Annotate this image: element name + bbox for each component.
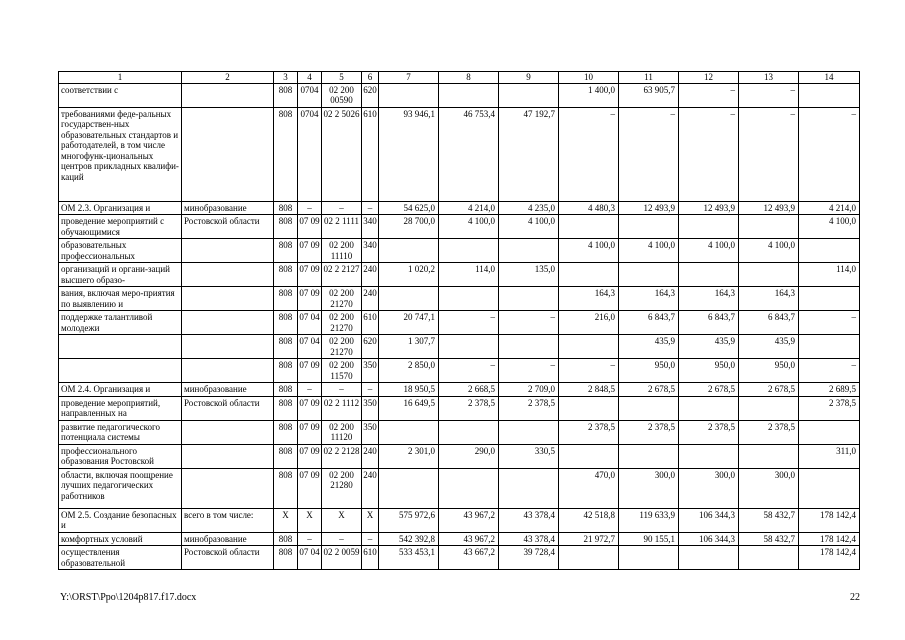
budget-code-cell: – [322, 201, 362, 215]
amount-cell [439, 468, 499, 508]
table-row [59, 468, 860, 508]
amount-cell: 20 747,1 [379, 311, 439, 335]
amount-cell: 164,3 [559, 287, 619, 311]
amount-cell: 290,0 [439, 444, 499, 468]
amount-cell [679, 444, 739, 468]
amount-cell [679, 396, 739, 420]
budget-code-cell: – [362, 532, 379, 546]
budget-code-cell: 07 04 [298, 335, 322, 359]
amount-cell: 12 493,9 [739, 201, 799, 215]
amount-cell: 2 848,5 [559, 383, 619, 397]
amount-cell: 178 142,4 [799, 546, 860, 570]
amount-cell [379, 239, 439, 263]
row-description-cell: ОМ 2.3. Организация и [59, 201, 182, 215]
amount-cell: 542 392,8 [379, 532, 439, 546]
budget-code-cell: 240 [362, 263, 379, 287]
footer-file-path: Y:\ORST\Ppo\1204p817.f17.docx [60, 592, 197, 603]
row-description-cell: развитие педагогического потенциала системы [59, 420, 182, 444]
amount-cell [739, 546, 799, 570]
footer-page-number: 22 [850, 592, 860, 603]
row-description-cell: области, включая поощрение лучших педагогических работников [59, 468, 182, 508]
amount-cell [439, 83, 499, 107]
amount-cell: 4 100,0 [739, 239, 799, 263]
amount-cell: 46 753,4 [439, 107, 499, 201]
budget-code-cell: X [322, 508, 362, 532]
amount-cell: 2 678,5 [739, 383, 799, 397]
budget-code-cell: 02 2 5026 [322, 107, 362, 201]
column-number-header: 10 [559, 72, 619, 84]
column-number-header: 5 [322, 72, 362, 84]
amount-cell: 16 649,5 [379, 396, 439, 420]
amount-cell: 4 214,0 [439, 201, 499, 215]
budget-code-cell: – [362, 201, 379, 215]
amount-cell: 90 155,1 [619, 532, 679, 546]
row-description-cell [59, 335, 182, 359]
amount-cell [559, 215, 619, 239]
amount-cell: 4 480,3 [559, 201, 619, 215]
budget-code-cell: 07 09 [298, 468, 322, 508]
amount-cell [619, 546, 679, 570]
table-row [59, 444, 860, 468]
table-header-row [59, 72, 860, 84]
amount-cell: 114,0 [799, 263, 860, 287]
amount-cell [739, 396, 799, 420]
responsible-executor-cell [182, 420, 274, 444]
amount-cell: 43 378,4 [499, 532, 559, 546]
row-description-cell: ОМ 2.4. Организация и [59, 383, 182, 397]
amount-cell [439, 287, 499, 311]
table-row [59, 508, 860, 532]
responsible-executor-cell: минобразование [182, 383, 274, 397]
row-description-cell: комфортных условий [59, 532, 182, 546]
budget-code-cell: 02 2 0059 [322, 546, 362, 570]
amount-cell [559, 263, 619, 287]
table-row [59, 107, 860, 201]
amount-cell: – [439, 311, 499, 335]
responsible-executor-cell: минобразование [182, 201, 274, 215]
amount-cell: 2 850,0 [379, 359, 439, 383]
amount-cell [499, 420, 559, 444]
amount-cell: 2 678,5 [619, 383, 679, 397]
column-number-header: 12 [679, 72, 739, 84]
budget-code-cell: 02 200 00590 [322, 83, 362, 107]
column-number-header: 7 [379, 72, 439, 84]
amount-cell [499, 287, 559, 311]
amount-cell: – [799, 311, 860, 335]
amount-cell: 6 843,7 [619, 311, 679, 335]
responsible-executor-cell [182, 287, 274, 311]
budget-code-cell: 350 [362, 396, 379, 420]
amount-cell [679, 546, 739, 570]
budget-code-cell: X [274, 508, 298, 532]
row-description-cell: профессионального образования Ростовской [59, 444, 182, 468]
responsible-executor-cell [182, 239, 274, 263]
row-description-cell: соответствии с [59, 83, 182, 107]
responsible-executor-cell [182, 359, 274, 383]
amount-cell: 300,0 [619, 468, 679, 508]
amount-cell: 54 625,0 [379, 201, 439, 215]
column-number-header: 1 [59, 72, 182, 84]
amount-cell: 950,0 [619, 359, 679, 383]
amount-cell: 2 378,5 [499, 396, 559, 420]
amount-cell: – [499, 359, 559, 383]
budget-code-cell: 02 200 11120 [322, 420, 362, 444]
budget-code-cell: 240 [362, 287, 379, 311]
budget-code-cell: 350 [362, 359, 379, 383]
amount-cell: – [679, 83, 739, 107]
amount-cell [679, 263, 739, 287]
amount-cell [799, 239, 860, 263]
responsible-executor-cell: Ростовской области [182, 215, 274, 239]
amount-cell: 1 020,2 [379, 263, 439, 287]
amount-cell: 12 493,9 [679, 201, 739, 215]
budget-code-cell: 808 [274, 263, 298, 287]
budget-code-cell: 808 [274, 83, 298, 107]
amount-cell [499, 468, 559, 508]
budget-code-cell: 02 200 21270 [322, 335, 362, 359]
row-description-cell: поддержке талантливой молодежи [59, 311, 182, 335]
amount-cell [439, 239, 499, 263]
budget-code-cell: 808 [274, 335, 298, 359]
budget-code-cell: – [298, 532, 322, 546]
amount-cell: 2 378,5 [679, 420, 739, 444]
budget-table [58, 71, 860, 570]
amount-cell: 28 700,0 [379, 215, 439, 239]
budget-code-cell: 0704 [298, 83, 322, 107]
responsible-executor-cell: всего в том числе: [182, 508, 274, 532]
row-description-cell: требованиями феде-ральных государствен-ных образовательных стандартов и работодателей, в том числе многофунк-циональных центров прикладных квалифи-каций [59, 107, 182, 201]
table-row [59, 215, 860, 239]
budget-code-cell: 808 [274, 107, 298, 201]
budget-code-cell: – [298, 201, 322, 215]
budget-code-cell: 620 [362, 335, 379, 359]
row-description-cell: проведение мероприятий, направленных на [59, 396, 182, 420]
budget-code-cell: 808 [274, 468, 298, 508]
row-description-cell: вания, включая меро-приятия по выявлению и [59, 287, 182, 311]
table-row [59, 359, 860, 383]
amount-cell: – [559, 359, 619, 383]
amount-cell: – [739, 107, 799, 201]
table-row [59, 263, 860, 287]
amount-cell [379, 468, 439, 508]
amount-cell: 18 950,5 [379, 383, 439, 397]
amount-cell [559, 444, 619, 468]
budget-code-cell: 02 200 11570 [322, 359, 362, 383]
amount-cell: 6 843,7 [739, 311, 799, 335]
budget-code-cell: 610 [362, 311, 379, 335]
amount-cell: 58 432,7 [739, 508, 799, 532]
amount-cell: – [679, 107, 739, 201]
amount-cell: 119 633,9 [619, 508, 679, 532]
amount-cell [799, 468, 860, 508]
responsible-executor-cell [182, 444, 274, 468]
responsible-executor-cell [182, 335, 274, 359]
amount-cell [619, 215, 679, 239]
amount-cell: 43 667,2 [439, 546, 499, 570]
amount-cell: 2 678,5 [679, 383, 739, 397]
budget-code-cell: 07 09 [298, 396, 322, 420]
amount-cell: 63 905,7 [619, 83, 679, 107]
budget-code-cell: 07 04 [298, 546, 322, 570]
responsible-executor-cell: Ростовской области [182, 546, 274, 570]
budget-code-cell: 620 [362, 83, 379, 107]
table-row [59, 83, 860, 107]
amount-cell: 135,0 [499, 263, 559, 287]
budget-code-cell: 07 09 [298, 420, 322, 444]
row-description-cell: осуществления образовательной [59, 546, 182, 570]
budget-code-cell: 02 200 21280 [322, 468, 362, 508]
amount-cell [559, 396, 619, 420]
amount-cell: 2 378,5 [799, 396, 860, 420]
amount-cell [559, 546, 619, 570]
row-description-cell: образовательных профессиональных [59, 239, 182, 263]
amount-cell: 4 100,0 [439, 215, 499, 239]
amount-cell: 21 972,7 [559, 532, 619, 546]
amount-cell [739, 444, 799, 468]
amount-cell [439, 420, 499, 444]
amount-cell [799, 287, 860, 311]
amount-cell: 178 142,4 [799, 532, 860, 546]
amount-cell: 435,9 [679, 335, 739, 359]
amount-cell: 300,0 [679, 468, 739, 508]
amount-cell: 216,0 [559, 311, 619, 335]
budget-code-cell: 240 [362, 444, 379, 468]
budget-code-cell: 02 2 2128 [322, 444, 362, 468]
budget-code-cell: 02 2 2127 [322, 263, 362, 287]
amount-cell: 106 344,3 [679, 532, 739, 546]
column-number-header: 2 [182, 72, 274, 84]
amount-cell: 6 843,7 [679, 311, 739, 335]
amount-cell: 311,0 [799, 444, 860, 468]
amount-cell: 2 378,5 [439, 396, 499, 420]
budget-code-cell: 07 09 [298, 263, 322, 287]
row-description-cell [59, 359, 182, 383]
amount-cell: 164,3 [739, 287, 799, 311]
table-row [59, 287, 860, 311]
amount-cell [619, 444, 679, 468]
amount-cell: 4 235,0 [499, 201, 559, 215]
amount-cell [799, 335, 860, 359]
amount-cell: 164,3 [619, 287, 679, 311]
budget-code-cell: 02 200 11110 [322, 239, 362, 263]
budget-code-cell: 808 [274, 287, 298, 311]
amount-cell [799, 420, 860, 444]
amount-cell: – [799, 359, 860, 383]
amount-cell [379, 287, 439, 311]
column-number-header: 11 [619, 72, 679, 84]
amount-cell: 950,0 [739, 359, 799, 383]
amount-cell: 93 946,1 [379, 107, 439, 201]
amount-cell: 43 967,2 [439, 508, 499, 532]
budget-code-cell: – [298, 383, 322, 397]
row-description-cell: ОМ 2.5. Создание безопасных и [59, 508, 182, 532]
amount-cell: – [739, 83, 799, 107]
amount-cell: 4 214,0 [799, 201, 860, 215]
amount-cell: 39 728,4 [499, 546, 559, 570]
amount-cell: 114,0 [439, 263, 499, 287]
amount-cell [799, 83, 860, 107]
amount-cell: 4 100,0 [619, 239, 679, 263]
budget-code-cell: X [362, 508, 379, 532]
table-row [59, 420, 860, 444]
amount-cell: 2 378,5 [559, 420, 619, 444]
amount-cell: 435,9 [739, 335, 799, 359]
responsible-executor-cell [182, 311, 274, 335]
amount-cell: – [619, 107, 679, 201]
budget-code-cell: 808 [274, 215, 298, 239]
responsible-executor-cell [182, 107, 274, 201]
budget-code-cell: X [298, 508, 322, 532]
budget-code-cell: 808 [274, 239, 298, 263]
amount-cell: 106 344,3 [679, 508, 739, 532]
amount-cell: 330,5 [499, 444, 559, 468]
budget-code-cell: 610 [362, 546, 379, 570]
budget-code-cell: 07 09 [298, 444, 322, 468]
amount-cell [379, 420, 439, 444]
amount-cell [739, 263, 799, 287]
budget-code-cell: 808 [274, 201, 298, 215]
amount-cell: 4 100,0 [559, 239, 619, 263]
budget-code-cell: 240 [362, 468, 379, 508]
amount-cell [499, 239, 559, 263]
amount-cell: 4 100,0 [799, 215, 860, 239]
table-row [59, 532, 860, 546]
responsible-executor-cell [182, 263, 274, 287]
amount-cell [619, 263, 679, 287]
amount-cell: 470,0 [559, 468, 619, 508]
amount-cell: – [439, 359, 499, 383]
budget-code-cell: 340 [362, 215, 379, 239]
budget-code-cell: 808 [274, 444, 298, 468]
budget-code-cell: 610 [362, 107, 379, 201]
budget-code-cell: 02 2 1111 [322, 215, 362, 239]
budget-code-cell: 02 200 21270 [322, 311, 362, 335]
budget-code-cell: – [322, 532, 362, 546]
responsible-executor-cell: минобразование [182, 532, 274, 546]
amount-cell: 2 378,5 [619, 420, 679, 444]
budget-code-cell: 07 09 [298, 287, 322, 311]
amount-cell [739, 215, 799, 239]
budget-code-cell: – [322, 383, 362, 397]
budget-code-cell: 808 [274, 383, 298, 397]
amount-cell: 43 967,2 [439, 532, 499, 546]
amount-cell: 2 301,0 [379, 444, 439, 468]
budget-code-cell: 07 09 [298, 215, 322, 239]
amount-cell: 300,0 [739, 468, 799, 508]
amount-cell: 164,3 [679, 287, 739, 311]
amount-cell [439, 335, 499, 359]
amount-cell: – [499, 311, 559, 335]
amount-cell: 4 100,0 [499, 215, 559, 239]
budget-code-cell: 07 09 [298, 239, 322, 263]
table-row [59, 201, 860, 215]
table-row [59, 335, 860, 359]
column-number-header: 6 [362, 72, 379, 84]
budget-code-cell: 808 [274, 532, 298, 546]
budget-code-cell: 808 [274, 396, 298, 420]
amount-cell: 42 518,8 [559, 508, 619, 532]
amount-cell [379, 83, 439, 107]
budget-code-cell: 808 [274, 311, 298, 335]
amount-cell [499, 83, 559, 107]
column-number-header: 14 [799, 72, 860, 84]
budget-code-cell: 808 [274, 420, 298, 444]
responsible-executor-cell [182, 468, 274, 508]
table-row [59, 396, 860, 420]
budget-code-cell: 808 [274, 546, 298, 570]
budget-code-cell: 07 04 [298, 311, 322, 335]
amount-cell [619, 396, 679, 420]
amount-cell: 2 709,0 [499, 383, 559, 397]
table-row [59, 311, 860, 335]
column-number-header: 9 [499, 72, 559, 84]
budget-code-cell: 340 [362, 239, 379, 263]
column-number-header: 4 [298, 72, 322, 84]
amount-cell: 4 100,0 [679, 239, 739, 263]
responsible-executor-cell: Ростовской области [182, 396, 274, 420]
amount-cell: 533 453,1 [379, 546, 439, 570]
budget-code-cell: 350 [362, 420, 379, 444]
amount-cell [679, 215, 739, 239]
amount-cell: 58 432,7 [739, 532, 799, 546]
amount-cell: 178 142,4 [799, 508, 860, 532]
column-number-header: 13 [739, 72, 799, 84]
amount-cell [559, 335, 619, 359]
responsible-executor-cell [182, 83, 274, 107]
amount-cell [499, 335, 559, 359]
amount-cell: 575 972,6 [379, 508, 439, 532]
amount-cell: 43 378,4 [499, 508, 559, 532]
amount-cell: 1 307,7 [379, 335, 439, 359]
budget-code-cell: 02 200 21270 [322, 287, 362, 311]
table-row [59, 239, 860, 263]
row-description-cell: организаций и органи-заций высшего образо- [59, 263, 182, 287]
budget-code-cell: 02 2 1112 [322, 396, 362, 420]
amount-cell: 12 493,9 [619, 201, 679, 215]
amount-cell: 950,0 [679, 359, 739, 383]
budget-code-cell: 0704 [298, 107, 322, 201]
budget-code-cell: 07 09 [298, 359, 322, 383]
column-number-header: 8 [439, 72, 499, 84]
amount-cell: 2 378,5 [739, 420, 799, 444]
row-description-cell: проведение мероприятий с обучающимися [59, 215, 182, 239]
budget-code-cell: 808 [274, 359, 298, 383]
column-number-header: 3 [274, 72, 298, 84]
amount-cell: 2 689,5 [799, 383, 860, 397]
amount-cell: 2 668,5 [439, 383, 499, 397]
amount-cell: 435,9 [619, 335, 679, 359]
amount-cell: 1 400,0 [559, 83, 619, 107]
amount-cell: – [799, 107, 860, 201]
amount-cell: – [559, 107, 619, 201]
table-row [59, 546, 860, 570]
table-row [59, 383, 860, 397]
amount-cell: 47 192,7 [499, 107, 559, 201]
budget-code-cell: – [362, 383, 379, 397]
